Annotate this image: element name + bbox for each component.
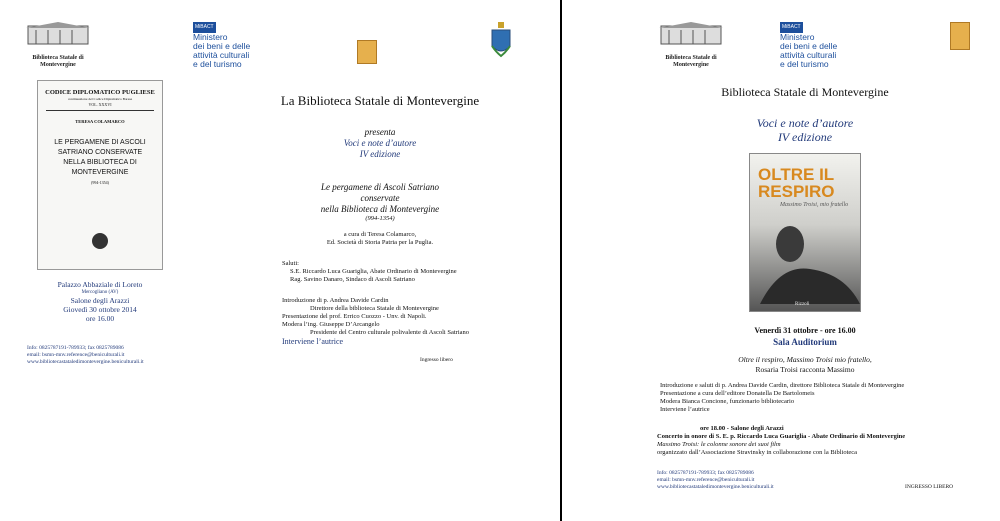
contact-line: Info: 0825787191-789933; fax 0825789086 bbox=[657, 470, 754, 476]
book-cover bbox=[37, 80, 163, 270]
contact-line: Info: 0825787191-789933; fax 0825789086 bbox=[27, 345, 124, 351]
mibact-tag: MiBACT bbox=[193, 22, 216, 33]
book-name: Oltre il respiro, Massimo Troisi mio fratello, bbox=[738, 355, 872, 364]
comune-crest-icon bbox=[490, 22, 512, 58]
book-years-main: (994-1354) bbox=[365, 215, 395, 222]
saluti-line: S.E. Riccardo Luca Guariglia, Abate Ordinario di Montevergine bbox=[290, 268, 457, 275]
book-info bbox=[680, 355, 930, 375]
biblioteca-building-icon bbox=[22, 22, 94, 50]
cover-title-line: RESPIRO bbox=[758, 182, 835, 201]
biblioteca-logo bbox=[655, 22, 727, 69]
program-block bbox=[660, 382, 990, 414]
program-line: Interviene l’autrice bbox=[282, 337, 344, 346]
venue-line: Giovedì 30 ottobre 2014 bbox=[63, 305, 137, 314]
saluti-label: Saluti: bbox=[282, 260, 299, 267]
contact-line[interactable]: www.bibliotecastataledimontevergine.beniculturali.it bbox=[657, 484, 774, 490]
event-date: Venerdì 31 ottobre - ore 16.00 bbox=[754, 326, 856, 335]
event-room: Sala Auditorium bbox=[773, 337, 837, 347]
venue-line: ore 16.00 bbox=[85, 314, 115, 323]
venue-line: Salone degli Arazzi bbox=[70, 296, 130, 305]
cover-publisher: Rizzoli bbox=[795, 302, 810, 307]
saluti-block bbox=[282, 260, 542, 284]
biblioteca-logo-text: Biblioteca Statale di Montevergine bbox=[665, 55, 717, 68]
page-title: Biblioteca Statale di Montevergine bbox=[721, 85, 889, 99]
cover-subtitle: Massimo Troisi, mio fratello bbox=[780, 202, 849, 208]
emblem-icon bbox=[357, 40, 377, 64]
edition-label: IV edizione bbox=[777, 130, 833, 144]
book-title-block bbox=[270, 182, 490, 223]
presenta-block bbox=[300, 127, 460, 160]
contact-line[interactable]: email: bsmn-mnv.reference@beniculturali.it bbox=[657, 477, 755, 483]
saluti-line: Rag. Savino Danaro, Sindaco di Ascoli Satriano bbox=[290, 276, 415, 283]
series-title: Voci e note d’autore bbox=[756, 116, 854, 130]
contacts-block bbox=[657, 470, 887, 491]
series-title: Voci e note d’autore bbox=[343, 138, 417, 148]
evening-time: ore 18.00 - Salone degli Arazzi bbox=[700, 425, 784, 432]
book-series-sub: continuazione del Codice Diplomatico Barese bbox=[67, 97, 133, 101]
biblioteca-logo-text: Biblioteca Statale di Montevergine bbox=[32, 55, 84, 68]
ingresso-libero: Ingresso libero bbox=[420, 357, 453, 363]
program-line: Presentazione a cura dell’editore Donatella De Bartolomeis bbox=[660, 390, 815, 397]
series-block bbox=[720, 116, 890, 144]
program-line: Modera l’ing. Giuseppe D’Arcangelo bbox=[282, 321, 380, 328]
book-vol: VOL. XXXVI bbox=[88, 102, 112, 107]
ministero-line: e del turismo bbox=[780, 59, 829, 69]
edition-label: IV edizione bbox=[359, 149, 401, 159]
presenta-label: presenta bbox=[364, 127, 396, 137]
program-line: Modera Bianca Concione, funzionario bibliotecario bbox=[660, 398, 795, 405]
ministero-line: Ministero bbox=[193, 32, 228, 42]
contact-line[interactable]: email: bsmn-mnv.reference@beniculturali.it bbox=[27, 352, 125, 358]
concert-title: Massimo Troisi: le colonne sonore dei suoi film bbox=[657, 441, 781, 448]
program-line: Introduzione di p. Andrea Davide Cardin bbox=[282, 297, 389, 304]
book-cover bbox=[749, 153, 861, 312]
program-line: Presentazione del prof. Errico Cuozzo - Unv. di Napoli. bbox=[282, 313, 427, 320]
program-line: Introduzione e saluti di p. Andrea Davide Cardin, direttore Biblioteca Statale di Montevergine bbox=[660, 382, 905, 389]
venue-block bbox=[30, 280, 170, 323]
cover-title-line: OLTRE IL bbox=[758, 165, 835, 184]
ministero-line: attività culturali bbox=[193, 50, 250, 60]
ministero-line: attività culturali bbox=[780, 50, 837, 60]
book-author: TERESA COLAMARCO bbox=[75, 119, 125, 124]
curator-block bbox=[280, 231, 480, 247]
venue-line: Palazzo Abbaziale di Loreto bbox=[57, 280, 143, 289]
ministero-line: dei beni e delle bbox=[193, 41, 251, 51]
ministero-logo bbox=[193, 22, 273, 69]
book-seal-icon bbox=[92, 233, 108, 249]
ministero-line: Ministero bbox=[780, 32, 815, 42]
ministero-line: dei beni e delle bbox=[780, 41, 838, 51]
program-line: Presidente del Centro culturale polivalente di Ascoli Satriano bbox=[310, 329, 470, 336]
biblioteca-building-icon bbox=[655, 22, 727, 50]
ministero-line: e del turismo bbox=[193, 59, 242, 69]
book-title: LE PERGAMENE DI ASCOLI SATRIANO CONSERVATE NELLA BIBLIOTECA DI MONTEVERGINE bbox=[54, 139, 146, 176]
curator-line: a cura di Teresa Colamarco, bbox=[343, 231, 417, 238]
contacts-block bbox=[27, 345, 247, 366]
organizer-line: organizzato dall’Associazione Stravinsky in collaborazione con la Biblioteca bbox=[657, 449, 858, 456]
book-series: CODICE DIPLOMATICO PUGLIESE bbox=[45, 89, 155, 96]
book-years: (994-1354) bbox=[91, 180, 109, 185]
cover-portrait-icon bbox=[750, 214, 860, 304]
program-line: Direttore della biblioteca Statale di Montevergine bbox=[310, 305, 439, 312]
book-title-line: Le pergamene di Ascoli Satriano bbox=[321, 182, 439, 192]
book-title-line: conservate bbox=[360, 193, 400, 203]
ministero-logo bbox=[780, 22, 860, 69]
page-title: La Biblioteca Statale di Montevergine bbox=[280, 93, 480, 108]
program-block bbox=[282, 297, 542, 347]
concert-block bbox=[657, 433, 992, 457]
contact-line[interactable]: www.bibliotecastataledimontevergine.beniculturali.it bbox=[27, 359, 144, 365]
biblioteca-logo bbox=[22, 22, 94, 69]
ingresso-libero: INGRESSO LIBERO bbox=[905, 484, 954, 490]
racconta-line: Rosaria Troisi racconta Massimo bbox=[755, 365, 855, 374]
page-divider bbox=[560, 0, 562, 521]
publisher-line: Ed. Società di Storia Patria per la Puglia. bbox=[326, 239, 434, 246]
program-line: Interviene l’autrice bbox=[660, 406, 710, 413]
mibact-tag: MiBACT bbox=[780, 22, 803, 33]
emblem-icon bbox=[950, 22, 970, 50]
book-title-line: nella Biblioteca di Montevergine bbox=[320, 204, 440, 214]
venue-line: Mercogliano (AV) bbox=[81, 290, 119, 295]
concert-line: Concerto in onore di S. E. p. Riccardo Luca Guariglia - Abate Ordinario di Montevergine bbox=[657, 433, 906, 440]
